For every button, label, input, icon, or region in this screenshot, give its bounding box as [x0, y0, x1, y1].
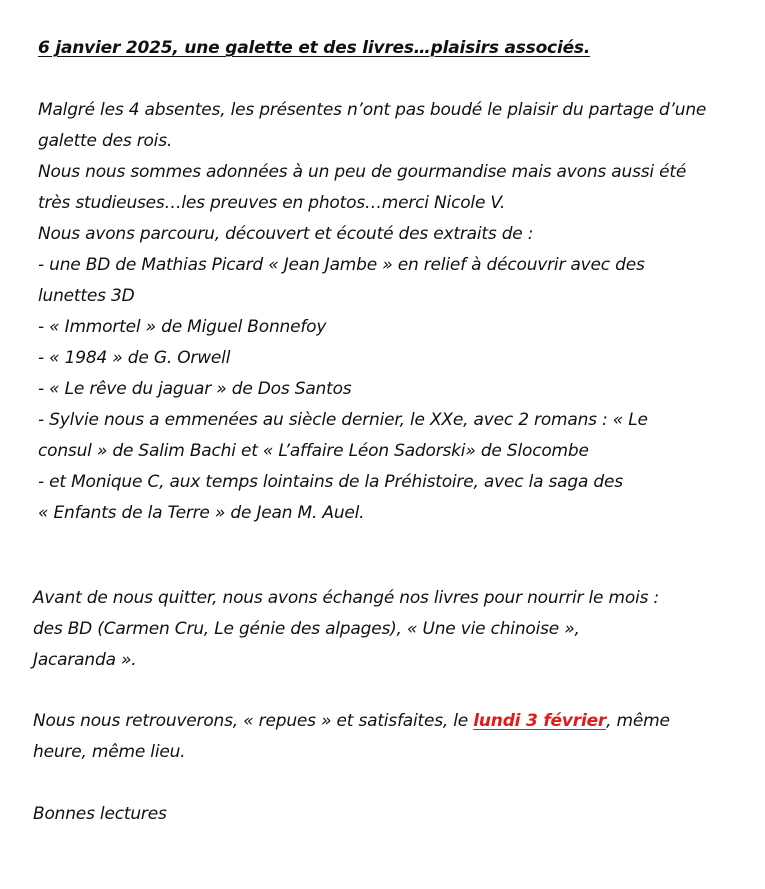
document-title: 6 janvier 2025, une galette et des livres…plaisirs associés.: [38, 38, 591, 58]
text-line: Nous avons parcouru, découvert et écouté des extraits de :: [38, 224, 534, 244]
meeting-line: [33, 710, 670, 732]
text-line: « Enfants de la Terre » de Jean M. Auel.: [38, 503, 365, 523]
list-item: - « Immortel » de Miguel Bonnefoy: [38, 317, 327, 337]
next-meeting-date: lundi 3 février: [473, 711, 607, 731]
text-line: des BD (Carmen Cru, Le génie des alpages), « Une vie chinoise »,: [33, 619, 580, 639]
closing-text: Bonnes lectures: [33, 804, 167, 824]
list-item: - « 1984 » de G. Orwell: [38, 348, 231, 368]
list-item: - « Le rêve du jaguar » de Dos Santos: [38, 379, 352, 399]
list-item: - et Monique C, aux temps lointains de la Préhistoire, avec la saga des: [38, 472, 623, 492]
meeting-text-end: , même: [606, 711, 670, 731]
meeting-text: Nous nous retrouverons, « repues » et satisfaites, le: [33, 711, 474, 731]
list-item: - une BD de Mathias Picard « Jean Jambe » en relief à découvrir avec des: [38, 255, 645, 275]
text-line: Jacaranda ».: [33, 650, 137, 670]
text-line: consul » de Salim Bachi et « L’affaire Léon Sadorski» de Slocombe: [38, 441, 589, 461]
text-line: Avant de nous quitter, nous avons échangé nos livres pour nourrir le mois :: [33, 588, 659, 608]
text-line: lunettes 3D: [38, 286, 135, 306]
text-line: galette des rois.: [38, 131, 173, 151]
text-line: très studieuses…les preuves en photos…merci Nicole V.: [38, 193, 506, 213]
text-line: Nous nous sommes adonnées à un peu de gourmandise mais avons aussi été: [38, 162, 687, 182]
list-item: - Sylvie nous a emmenées au siècle dernier, le XXe, avec 2 romans : « Le: [38, 410, 648, 430]
text-line: heure, même lieu.: [33, 742, 186, 762]
text-line: Malgré les 4 absentes, les présentes n’ont pas boudé le plaisir du partage d’une: [38, 100, 707, 120]
